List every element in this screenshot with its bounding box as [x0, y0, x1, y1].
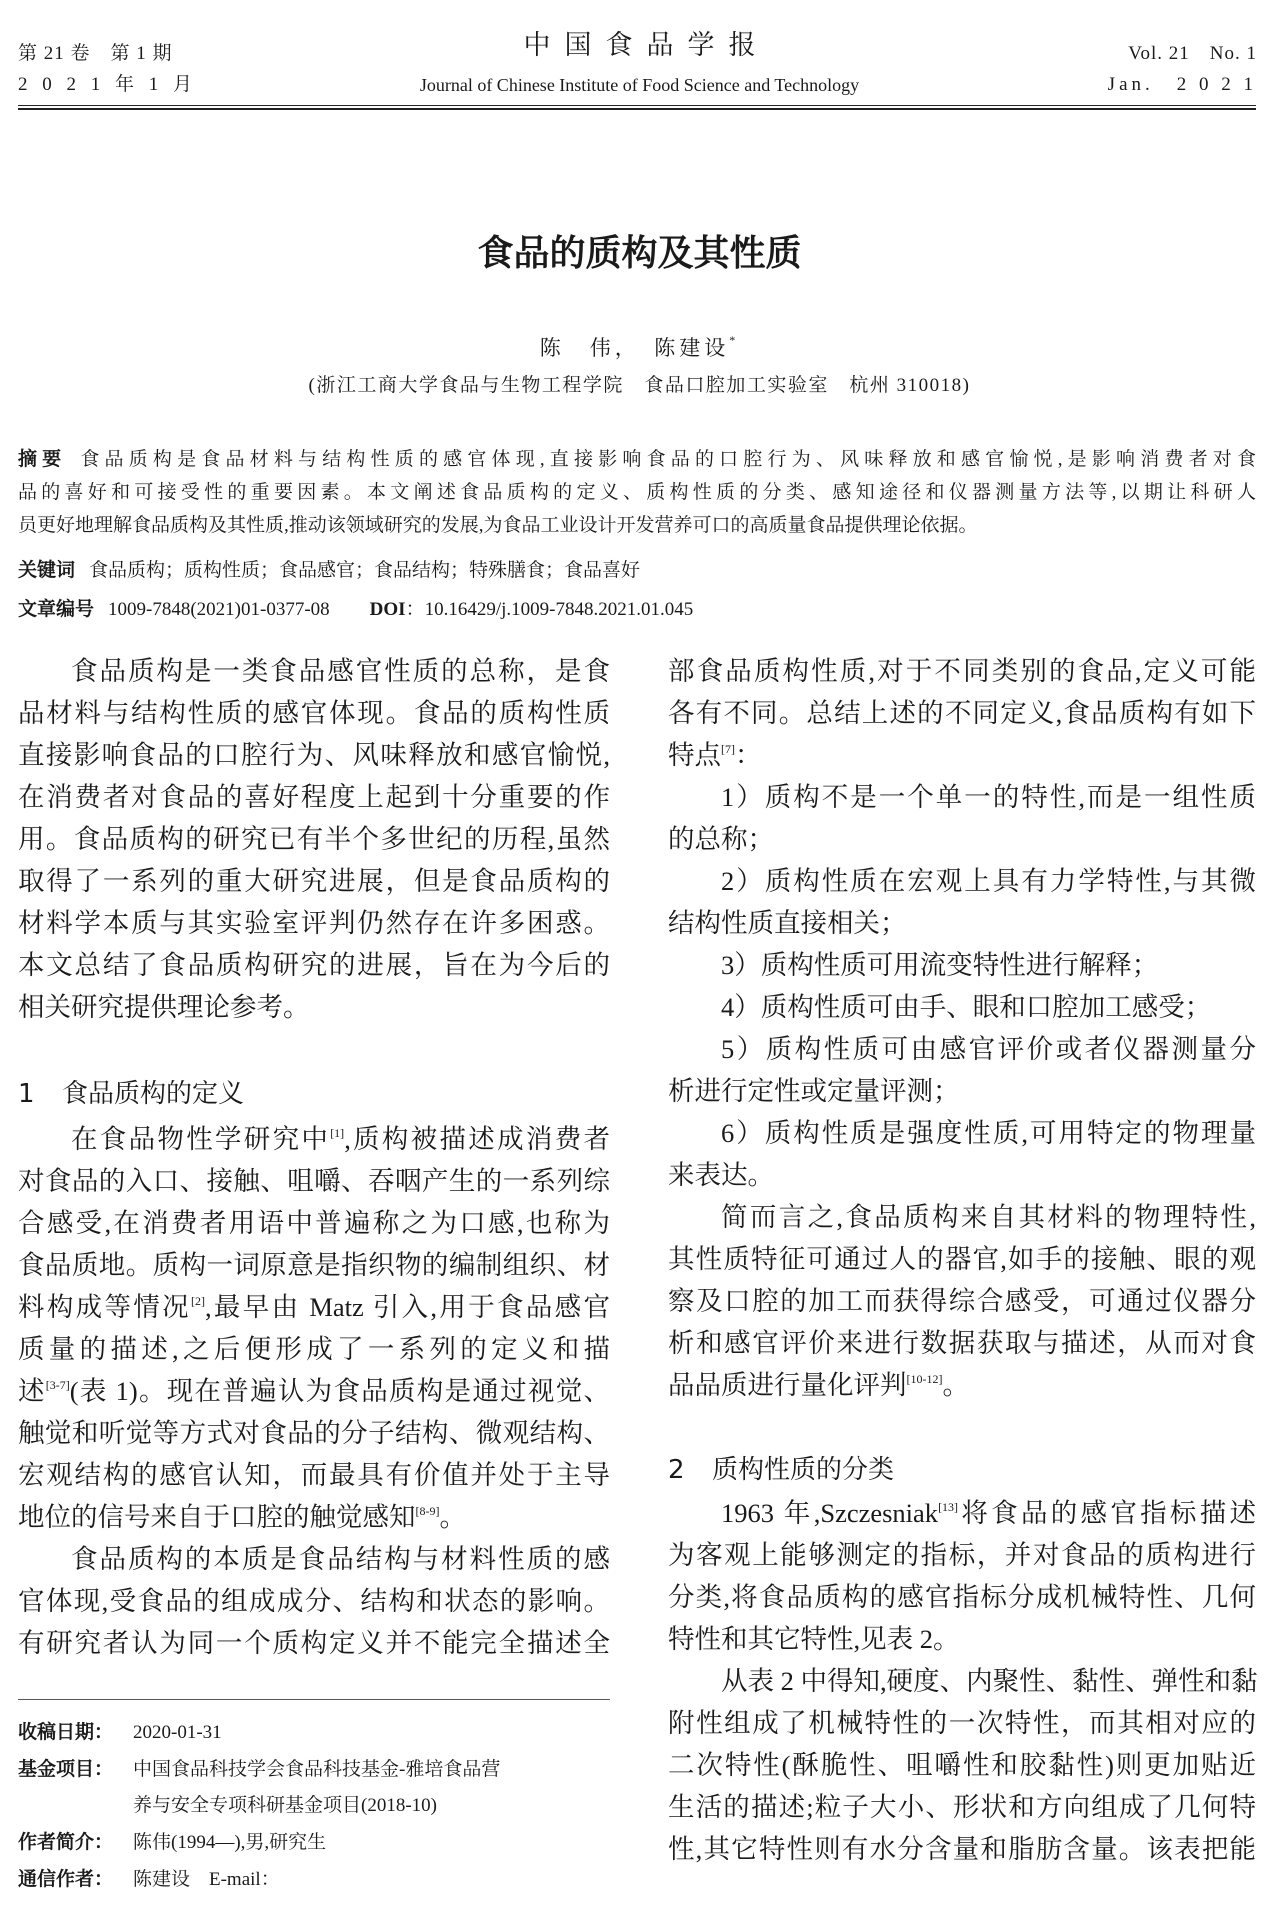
text-line: 本文总结了食品质构研究的进展，旨在为今后的 — [18, 950, 610, 980]
fund: 基金项目： 中国食品科技学会食品科技基金-雅培食品营 — [18, 1758, 501, 1780]
section-2-heading — [668, 1449, 894, 1491]
text-line: 简而言之,食品质构来自其材料的物理特性, — [721, 1202, 1256, 1232]
date-cn: 2 0 2 1 年 1 月 — [18, 74, 198, 95]
footnote-rule — [18, 1699, 610, 1700]
text-line: 地位的信号来自于口腔的触觉感知[8-9]。 — [18, 1502, 466, 1532]
abstract-line: 品的喜好和可接受性的重要因素。本文阐述食品质构的定义、质构性质的分类、感知途径和仪器测量方法等,以期让科研人 — [18, 482, 1256, 503]
text-line: 各有不同。总结上述的不同定义,食品质构有如下 — [668, 698, 1256, 728]
section-title: 质构性质的分类 — [712, 1455, 895, 1485]
affiliation: (浙江工商大学食品与生物工程学院 食品口腔加工实验室 杭州 310018) — [308, 375, 971, 396]
text-line: 1963 年,Szczesniak[13]将食品的感官指标描述 — [721, 1498, 1256, 1528]
keywords-value: 食品质构；质构性质；食品感官；食品结构；特殊膳食；食品喜好 — [89, 560, 641, 581]
text-line: 有研究者认为同一个质构定义并不能完全描述全 — [18, 1628, 610, 1658]
text-line: 合感受,在消费者用语中普遍称之为口感,也称为 — [18, 1208, 610, 1238]
text-line: 官体现,受食品的组成成分、结构和状态的影响。 — [18, 1586, 610, 1616]
corresponding-author: 通信作者： 陈建设 E-mail： — [18, 1868, 280, 1890]
text-line: 2）质构性质在宏观上具有力学特性,与其微 — [721, 866, 1256, 896]
journal-title-cn: 中国食品学报 — [523, 30, 770, 60]
citation: [13] — [938, 1500, 959, 1514]
keywords — [18, 553, 1256, 588]
article-title: 食品的质构及其性质 — [477, 233, 802, 274]
abstract-line: 摘要 食品质构是食品材料与结构性质的感官体现,直接影响食品的口腔行为、风味释放和感官愉悦,是影响消费者对食 — [18, 448, 1256, 470]
abstract — [18, 443, 1256, 542]
abstract-line: 员更好地理解食品质构及其性质,推动该领域研究的发展,为食品工业设计开发营养可口的高质量食品提供理论依据。 — [18, 515, 978, 536]
fund-continued: 养与安全专项科研基金项目(2018-10) — [133, 1795, 437, 1816]
text-line: 材料学本质与其实验室评判仍然存在许多困惑。 — [18, 908, 610, 938]
text-line: 析进行定性或定量评测； — [668, 1076, 960, 1106]
text-line: 取得了一系列的重大研究进展，但是食品质构的 — [18, 866, 610, 896]
section-2-body — [668, 1492, 1256, 1870]
text-line: 分类,将食品质构的感官指标分成机械特性、几何 — [668, 1582, 1256, 1612]
received-date: 收稿日期： 2020-01-31 — [18, 1721, 222, 1743]
text-line: 性,其它特性则有水分含量和脂肪含量。该表把能 — [668, 1834, 1256, 1864]
section-1-body — [18, 1118, 610, 1664]
header-rule — [18, 105, 1256, 106]
section-number: 2 — [668, 1455, 685, 1485]
text-line: 1）质构不是一个单一的特性,而是一组性质 — [721, 782, 1256, 812]
citation: [1] — [330, 1126, 345, 1140]
doi-label: DOI — [369, 599, 406, 620]
abstract-label: 摘要 — [18, 448, 67, 470]
text-line: 从表 2 中得知,硬度、内聚性、黏性、弹性和黏 — [721, 1666, 1258, 1696]
citation: [10-12] — [906, 1372, 943, 1386]
footnotes — [18, 1714, 610, 1898]
text-line: 4）质构性质可由手、眼和口腔加工感受； — [721, 992, 1212, 1022]
article-id-value: 1009-7848(2021)01-0377-08 — [108, 599, 330, 620]
text-line: 触觉和听觉等方式对食品的分子结构、微观结构、 — [18, 1418, 610, 1448]
text-line: 来表达。 — [668, 1160, 774, 1190]
keywords-label: 关键词 — [18, 559, 76, 581]
citation: [3-7] — [45, 1378, 70, 1392]
text-line: 特性和其它特性,见表 2。 — [668, 1624, 960, 1654]
article-id — [18, 592, 1256, 627]
volume-issue-en: Vol. 21 No. 1 — [1128, 43, 1257, 64]
text-line: 其性质特征可通过人的器官,如手的接触、眼的观 — [668, 1244, 1256, 1274]
text-line: 食品质地。质构一词原意是指织物的编制组织、材 — [18, 1250, 610, 1280]
section-title: 食品质构的定义 — [62, 1079, 245, 1109]
text-line: 6）质构性质是强度性质,可用特定的物理量 — [721, 1118, 1256, 1148]
article-id-label: 文章编号 — [18, 598, 95, 620]
section-1-heading — [18, 1073, 244, 1115]
text-line: 析和感官评价来进行数据获取与描述，从而对食 — [668, 1328, 1256, 1358]
text-line: 食品质构是一类食品感官性质的总称，是食 — [71, 656, 610, 686]
text-line: 在消费者对食品的喜好程度上起到十分重要的作 — [18, 782, 610, 812]
corresponding-mark: * — [729, 333, 740, 347]
text-line: 用。食品质构的研究已有半个多世纪的历程,虽然 — [18, 824, 610, 854]
text-line: 为客观上能够测定的指标，并对食品的质构进行 — [668, 1540, 1256, 1570]
text-line: 察及口腔的加工而获得综合感受，可通过仪器分 — [668, 1286, 1256, 1316]
text-line: 在食品物性学研究中[1],质构被描述成消费者 — [71, 1124, 610, 1154]
author-bio: 作者简介： 陈伟(1994—),男,研究生 — [18, 1831, 327, 1853]
header-rule-thick — [18, 108, 1256, 110]
section-number: 1 — [18, 1079, 35, 1109]
volume-issue-cn: 第 21 卷 第 1 期 — [18, 43, 173, 64]
text-line: 相关研究提供理论参考。 — [18, 992, 310, 1022]
author-names: 陈 伟， 陈建设 — [539, 336, 730, 360]
text-line: 二次特性(酥脆性、咀嚼性和胶黏性)则更加贴近 — [668, 1750, 1256, 1780]
text-line: 述[3-7](表 1)。现在普遍认为食品质构是通过视觉、 — [18, 1376, 611, 1406]
right-column-body — [668, 650, 1256, 1406]
date-en: Jan. 2 0 2 1 — [1107, 74, 1257, 95]
text-line: 特点[7]： — [668, 740, 762, 770]
text-line: 料构成等情况[2],最早由 Matz 引入,用于食品感官 — [18, 1292, 611, 1322]
text-line: 的总称； — [668, 824, 774, 854]
text-line: 附性组成了机械特性的一次特性，而其相对应的 — [668, 1708, 1256, 1738]
text-line: 生活的描述;粒子大小、形状和方向组成了几何特 — [668, 1792, 1256, 1822]
journal-title-en: Journal of Chinese Institute of Food Science and Technology — [419, 75, 860, 95]
text-line: 结构性质直接相关； — [668, 908, 907, 938]
citation: [8-9] — [415, 1504, 440, 1518]
text-line: 3）质构性质可用流变特性进行解释； — [721, 950, 1159, 980]
text-line: 食品质构的本质是食品结构与材料性质的感 — [71, 1544, 610, 1574]
text-line: 5）质构性质可由感官评价或者仪器测量分 — [721, 1034, 1256, 1064]
text-line: 宏观结构的感官认知，而最具有价值并处于主导 — [18, 1460, 610, 1490]
authors — [0, 334, 1279, 362]
text-line: 品品质进行量化评判[10-12]。 — [668, 1370, 969, 1400]
text-line: 直接影响食品的口腔行为、风味释放和感官愉悦, — [18, 740, 610, 770]
citation: [7] — [721, 742, 735, 756]
intro-paragraph — [18, 650, 610, 1028]
citation: [2] — [190, 1294, 205, 1308]
text-line: 品材料与结构性质的感官体现。食品的质构性质 — [18, 698, 610, 728]
text-line: 质量的描述,之后便形成了一系列的定义和描 — [18, 1334, 610, 1364]
text-line: 部食品质构性质,对于不同类别的食品,定义可能 — [668, 656, 1256, 686]
doi-value: ：10.16429/j.1009-7848.2021.01.045 — [405, 599, 694, 620]
text-line: 对食品的入口、接触、咀嚼、吞咽产生的一系列综 — [18, 1166, 610, 1196]
